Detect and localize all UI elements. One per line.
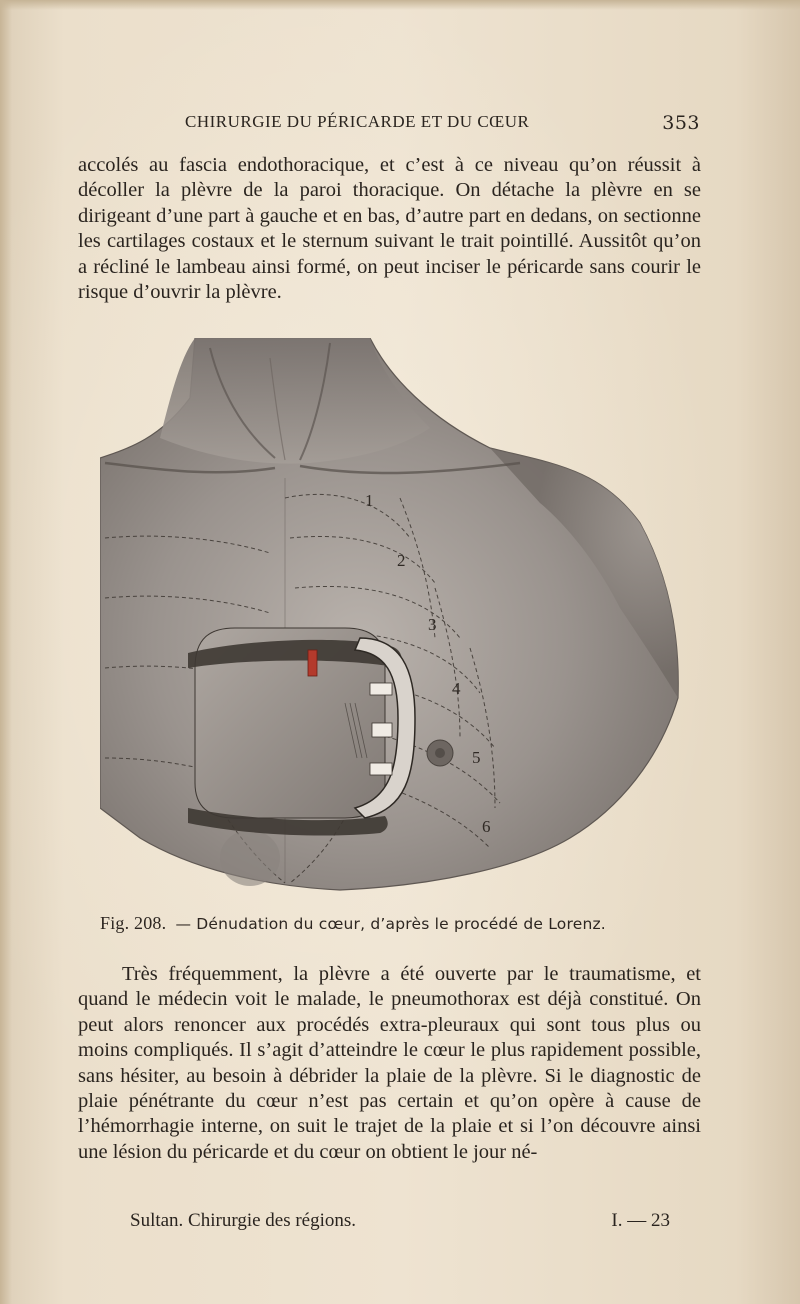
- page-number: 353: [662, 112, 700, 134]
- paragraph-2: Très fréquemment, la plèvre a été ouverte par le traumatisme, et quand le médecin voit le malade, le pneumothorax est déjà constitué. On peut alors renoncer aux procédés extra-pleuraux qui sont tous plus ou moins compliqués. Il s’agit d’atteindre le cœur le plus rapidement possible, sans hésiter, au besoin à débrider la plaie de la plèvre. Si le diagnostic de plaie pénétrante du cœur n’est pas certain et qu’on opère à cause de l’hémorrhagie interne, on suit le trajet de la plaie et si l’on découvre ainsi une lésion du péricarde et du cœur on obtient le jour né-: [78, 963, 701, 1163]
- footer-signature: Sultan. Chirurgie des régions.: [130, 1210, 357, 1231]
- neck-shape: [160, 338, 430, 464]
- rib-number-3: 3: [428, 615, 437, 634]
- running-head: [185, 112, 700, 138]
- figure-label: Fig. 208.: [100, 913, 167, 933]
- page-footer: [130, 1210, 670, 1236]
- xiphoid-shading: [220, 830, 280, 886]
- page-edge-shadow-top: [0, 0, 800, 10]
- figure-caption-text: — Dénudation du cœur, d’après le procédé de Lorenz.: [175, 915, 606, 933]
- figure-caption: [100, 913, 700, 934]
- footer-volume-sheet: I. — 23: [611, 1210, 670, 1231]
- internal-mammary-vessel: [308, 650, 317, 676]
- surgical-flap: [188, 628, 415, 836]
- rib-number-1: 1: [365, 491, 374, 510]
- running-head-title: CHIRURGIE DU PÉRICARDE ET DU CŒUR: [185, 112, 530, 131]
- page-edge-shadow-left: [0, 0, 12, 1304]
- rib-number-4: 4: [452, 679, 461, 698]
- rib-number-2: 2: [397, 551, 406, 570]
- paragraph-1: accolés au fascia endothoracique, et c’est à ce niveau qu’on réussit à décoller la plèvre de la paroi thoracique. On détache la plèvre en se dirigeant d’une part à gauche et en bas, d’autre part en dedans, on sectionne les cartilages costaux et le sternum suivant le trait pointillé. Aussitôt qu’on a récliné le lambeau ainsi formé, on peut inciser le péricarde sans courir le risque d’ouvrir la plèvre.: [78, 154, 701, 304]
- rib-number-6: 6: [482, 817, 491, 836]
- thorax-illustration: [100, 338, 685, 903]
- rib-number-5: 5: [472, 748, 481, 767]
- figure-208: [100, 338, 685, 903]
